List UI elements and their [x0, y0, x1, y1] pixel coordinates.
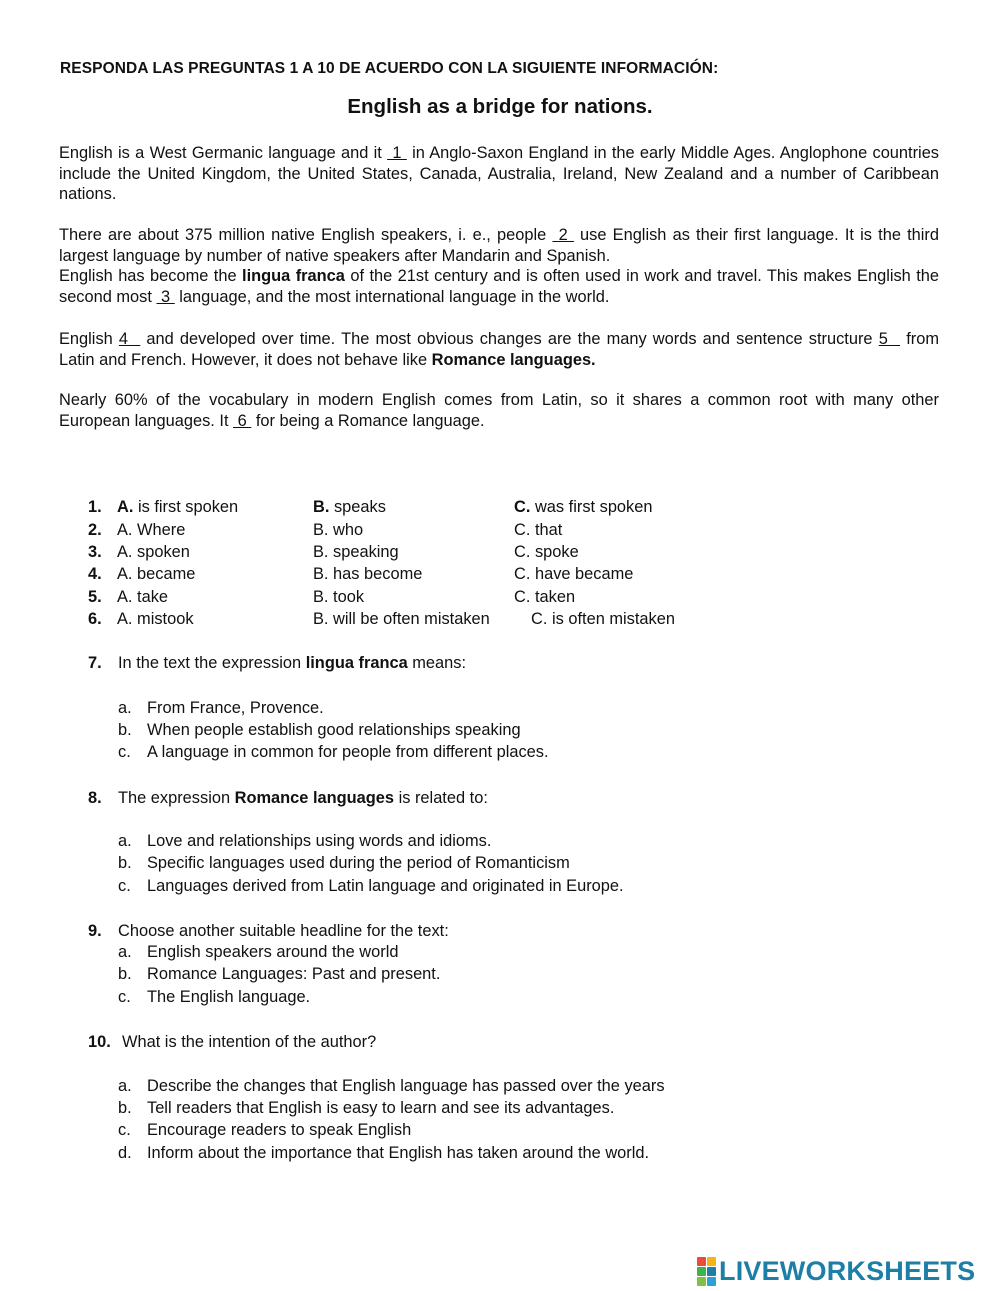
option-text: Inform about the importance that English has taken around the world.: [147, 1144, 650, 1162]
option-text: Where: [132, 521, 186, 539]
option-text: speaks: [329, 498, 386, 516]
option-letter: a.: [118, 1077, 132, 1095]
option-text: A language in common for people from different places.: [147, 743, 549, 761]
option-text: Love and relationships using words and idioms.: [147, 832, 492, 850]
option-letter: C.: [514, 521, 531, 539]
instructions-heading: RESPONDA LAS PREGUNTAS 1 A 10 DE ACUERDO CON LA SIGUIENTE INFORMACIÓN:: [60, 60, 719, 77]
option-letter: B.: [313, 588, 329, 606]
stem-text: The expression: [118, 789, 235, 807]
blank-1[interactable]: 1: [387, 144, 407, 162]
option-letter: b.: [118, 854, 132, 872]
option-letter: d.: [118, 1144, 132, 1162]
option-letter: B.: [313, 498, 330, 516]
option-text: take: [132, 588, 169, 606]
option-a[interactable]: [117, 520, 185, 540]
option-letter: c.: [118, 877, 131, 895]
romance-languages-term: Romance languages.: [431, 350, 596, 369]
option-text: will be often mistaken: [328, 610, 490, 628]
option-text: taken: [530, 588, 576, 606]
paragraph-1-text-c: in Anglo-Saxon England in the early Middle Ages. Anglophone countries include the United Kingdom, the United States, Canada, Australia, Ireland, New Zealand and a number of Caribbean nations.: [59, 144, 939, 203]
question-number: 4.: [88, 565, 102, 583]
option-text: When people establish good relationships speaking: [147, 721, 521, 739]
option-text: spoken: [132, 543, 190, 561]
option-c[interactable]: [531, 609, 675, 629]
option-letter: B.: [313, 543, 329, 561]
option-text: have became: [530, 565, 634, 583]
option-b[interactable]: [313, 497, 386, 517]
option-text: mistook: [132, 610, 194, 628]
option-letter: B.: [313, 521, 329, 539]
option-letter: a.: [118, 943, 132, 961]
option-text: Describe the changes that English language has passed over the years: [147, 1077, 665, 1095]
blank-4[interactable]: 4: [118, 330, 141, 348]
option-b[interactable]: [313, 564, 422, 584]
lingua-franca-term: lingua franca: [242, 267, 345, 285]
paragraph-2-text-c: use English as their first language. It is the third largest language by number of native speakers after Mandarin and Spanish.: [59, 226, 939, 265]
question-number: 10.: [88, 1033, 111, 1051]
option-text: who: [328, 521, 364, 539]
question-stem: [118, 788, 488, 808]
option-text: took: [328, 588, 365, 606]
option-c[interactable]: [514, 497, 652, 517]
logo-block: [707, 1267, 716, 1276]
option-letter: b.: [118, 965, 132, 983]
option-text: Languages derived from Latin language and originated in Europe.: [147, 877, 624, 895]
stem-text-end: means:: [407, 654, 467, 672]
logo-block: [697, 1257, 706, 1266]
option-letter: a.: [118, 699, 132, 717]
paragraph-3: [59, 329, 939, 370]
option-text: From France, Provence.: [147, 699, 324, 717]
option-c[interactable]: [514, 587, 575, 607]
paragraph-4-text-c: for being a Romance language.: [251, 411, 485, 430]
paragraph-3-text-a: English: [59, 330, 119, 348]
option-text: is often mistaken: [547, 610, 675, 628]
option-letter: b.: [118, 721, 132, 739]
option-letter: C.: [531, 610, 548, 628]
logo-text: LIVEWORKSHEETS: [719, 1255, 976, 1286]
option-text: that: [530, 521, 563, 539]
question-stem: Choose another suitable headline for the text:: [118, 922, 449, 940]
option-text: Specific languages used during the period of Romanticism: [147, 854, 570, 872]
option-a[interactable]: [117, 564, 195, 584]
blank-3[interactable]: 3: [156, 287, 175, 306]
option-text: Romance Languages: Past and present.: [147, 965, 441, 983]
question-stem: What is the intention of the author?: [122, 1033, 377, 1051]
option-c[interactable]: [514, 520, 562, 540]
logo-block: [697, 1277, 706, 1286]
question-number: 8.: [88, 789, 102, 807]
option-text: English speakers around the world: [147, 943, 399, 961]
paragraph-2: [59, 225, 939, 307]
paragraph-2-text-a: There are about 375 million native English speakers, i. e., people: [59, 226, 553, 244]
option-text: became: [132, 565, 196, 583]
option-letter: c.: [118, 1121, 131, 1139]
option-c[interactable]: [514, 564, 633, 584]
option-text: was first spoken: [530, 498, 653, 516]
paragraph-4-text-a: Nearly 60% of the vocabulary in modern English comes from Latin, so it shares a common root with many other European languages. It: [59, 391, 939, 430]
question-number: 7.: [88, 654, 102, 672]
option-letter: c.: [118, 743, 131, 761]
option-text: Tell readers that English is easy to learn and see its advantages.: [147, 1099, 615, 1117]
option-a[interactable]: [117, 497, 238, 517]
paragraph-3-text-d: from Latin and French. However, it does not behave like: [59, 330, 939, 369]
stem-bold-term: Romance languages: [234, 789, 395, 807]
question-number: 2.: [88, 521, 102, 539]
question-number: 6.: [88, 610, 102, 628]
option-letter: A.: [117, 588, 133, 606]
stem-text-end: is related to:: [394, 789, 488, 807]
option-letter: b.: [118, 1099, 132, 1117]
option-letter: C.: [514, 588, 531, 606]
option-text: speaking: [328, 543, 399, 561]
paragraph-3-text-c: and developed over time. The most obvious changes are the many words and sentence structure: [140, 330, 879, 348]
option-b[interactable]: [313, 609, 490, 629]
option-letter: A.: [117, 610, 133, 628]
option-b[interactable]: [313, 520, 363, 540]
page-title: English as a bridge for nations.: [347, 95, 653, 118]
option-b[interactable]: [313, 542, 399, 562]
option-text: spoke: [530, 543, 579, 561]
paragraph-1-text-a: English is a West Germanic language and it: [59, 144, 388, 162]
option-letter: c.: [118, 988, 131, 1006]
logo-block: [697, 1267, 706, 1276]
question-stem: [118, 653, 466, 673]
option-text: Encourage readers to speak English: [147, 1121, 412, 1139]
blank-2[interactable]: 2: [552, 226, 574, 244]
question-number: 1.: [88, 498, 102, 516]
blank-6[interactable]: 6: [233, 411, 252, 430]
paragraph-4: [59, 390, 939, 431]
question-number: 5.: [88, 588, 102, 606]
stem-bold-term: lingua franca: [305, 654, 408, 672]
paragraph-1: [59, 143, 939, 205]
paragraph-2-text-f: language, and the most international language in the world.: [174, 287, 610, 306]
option-letter: A.: [117, 521, 133, 539]
logo-block: [707, 1277, 716, 1286]
blank-5[interactable]: 5: [878, 330, 901, 348]
logo-blocks-icon: [697, 1257, 716, 1286]
option-text: has become: [328, 565, 423, 583]
paragraph-2-text-e: of the 21st century and is often used in work and travel. This makes English the second most: [59, 267, 940, 306]
option-letter: a.: [118, 832, 132, 850]
logo-block: [707, 1257, 716, 1266]
option-letter: B.: [313, 610, 329, 628]
stem-text: In the text the expression: [118, 654, 306, 672]
option-a[interactable]: [117, 609, 194, 629]
option-b[interactable]: [313, 587, 364, 607]
option-letter: C.: [514, 498, 531, 516]
question-number: 3.: [88, 543, 102, 561]
paragraph-2-text-d: English has become the: [59, 267, 243, 285]
option-letter: C.: [514, 543, 531, 561]
option-text: is first spoken: [133, 498, 239, 516]
option-text: The English language.: [147, 988, 311, 1006]
option-letter: B.: [313, 565, 329, 583]
liveworksheets-logo[interactable]: [697, 1255, 975, 1287]
option-a[interactable]: [117, 542, 190, 562]
question-number: 9.: [88, 922, 102, 940]
option-letter: A.: [117, 498, 134, 516]
option-c[interactable]: [514, 542, 579, 562]
option-letter: A.: [117, 543, 133, 561]
option-letter: C.: [514, 565, 531, 583]
option-a[interactable]: [117, 587, 168, 607]
option-letter: A.: [117, 565, 133, 583]
